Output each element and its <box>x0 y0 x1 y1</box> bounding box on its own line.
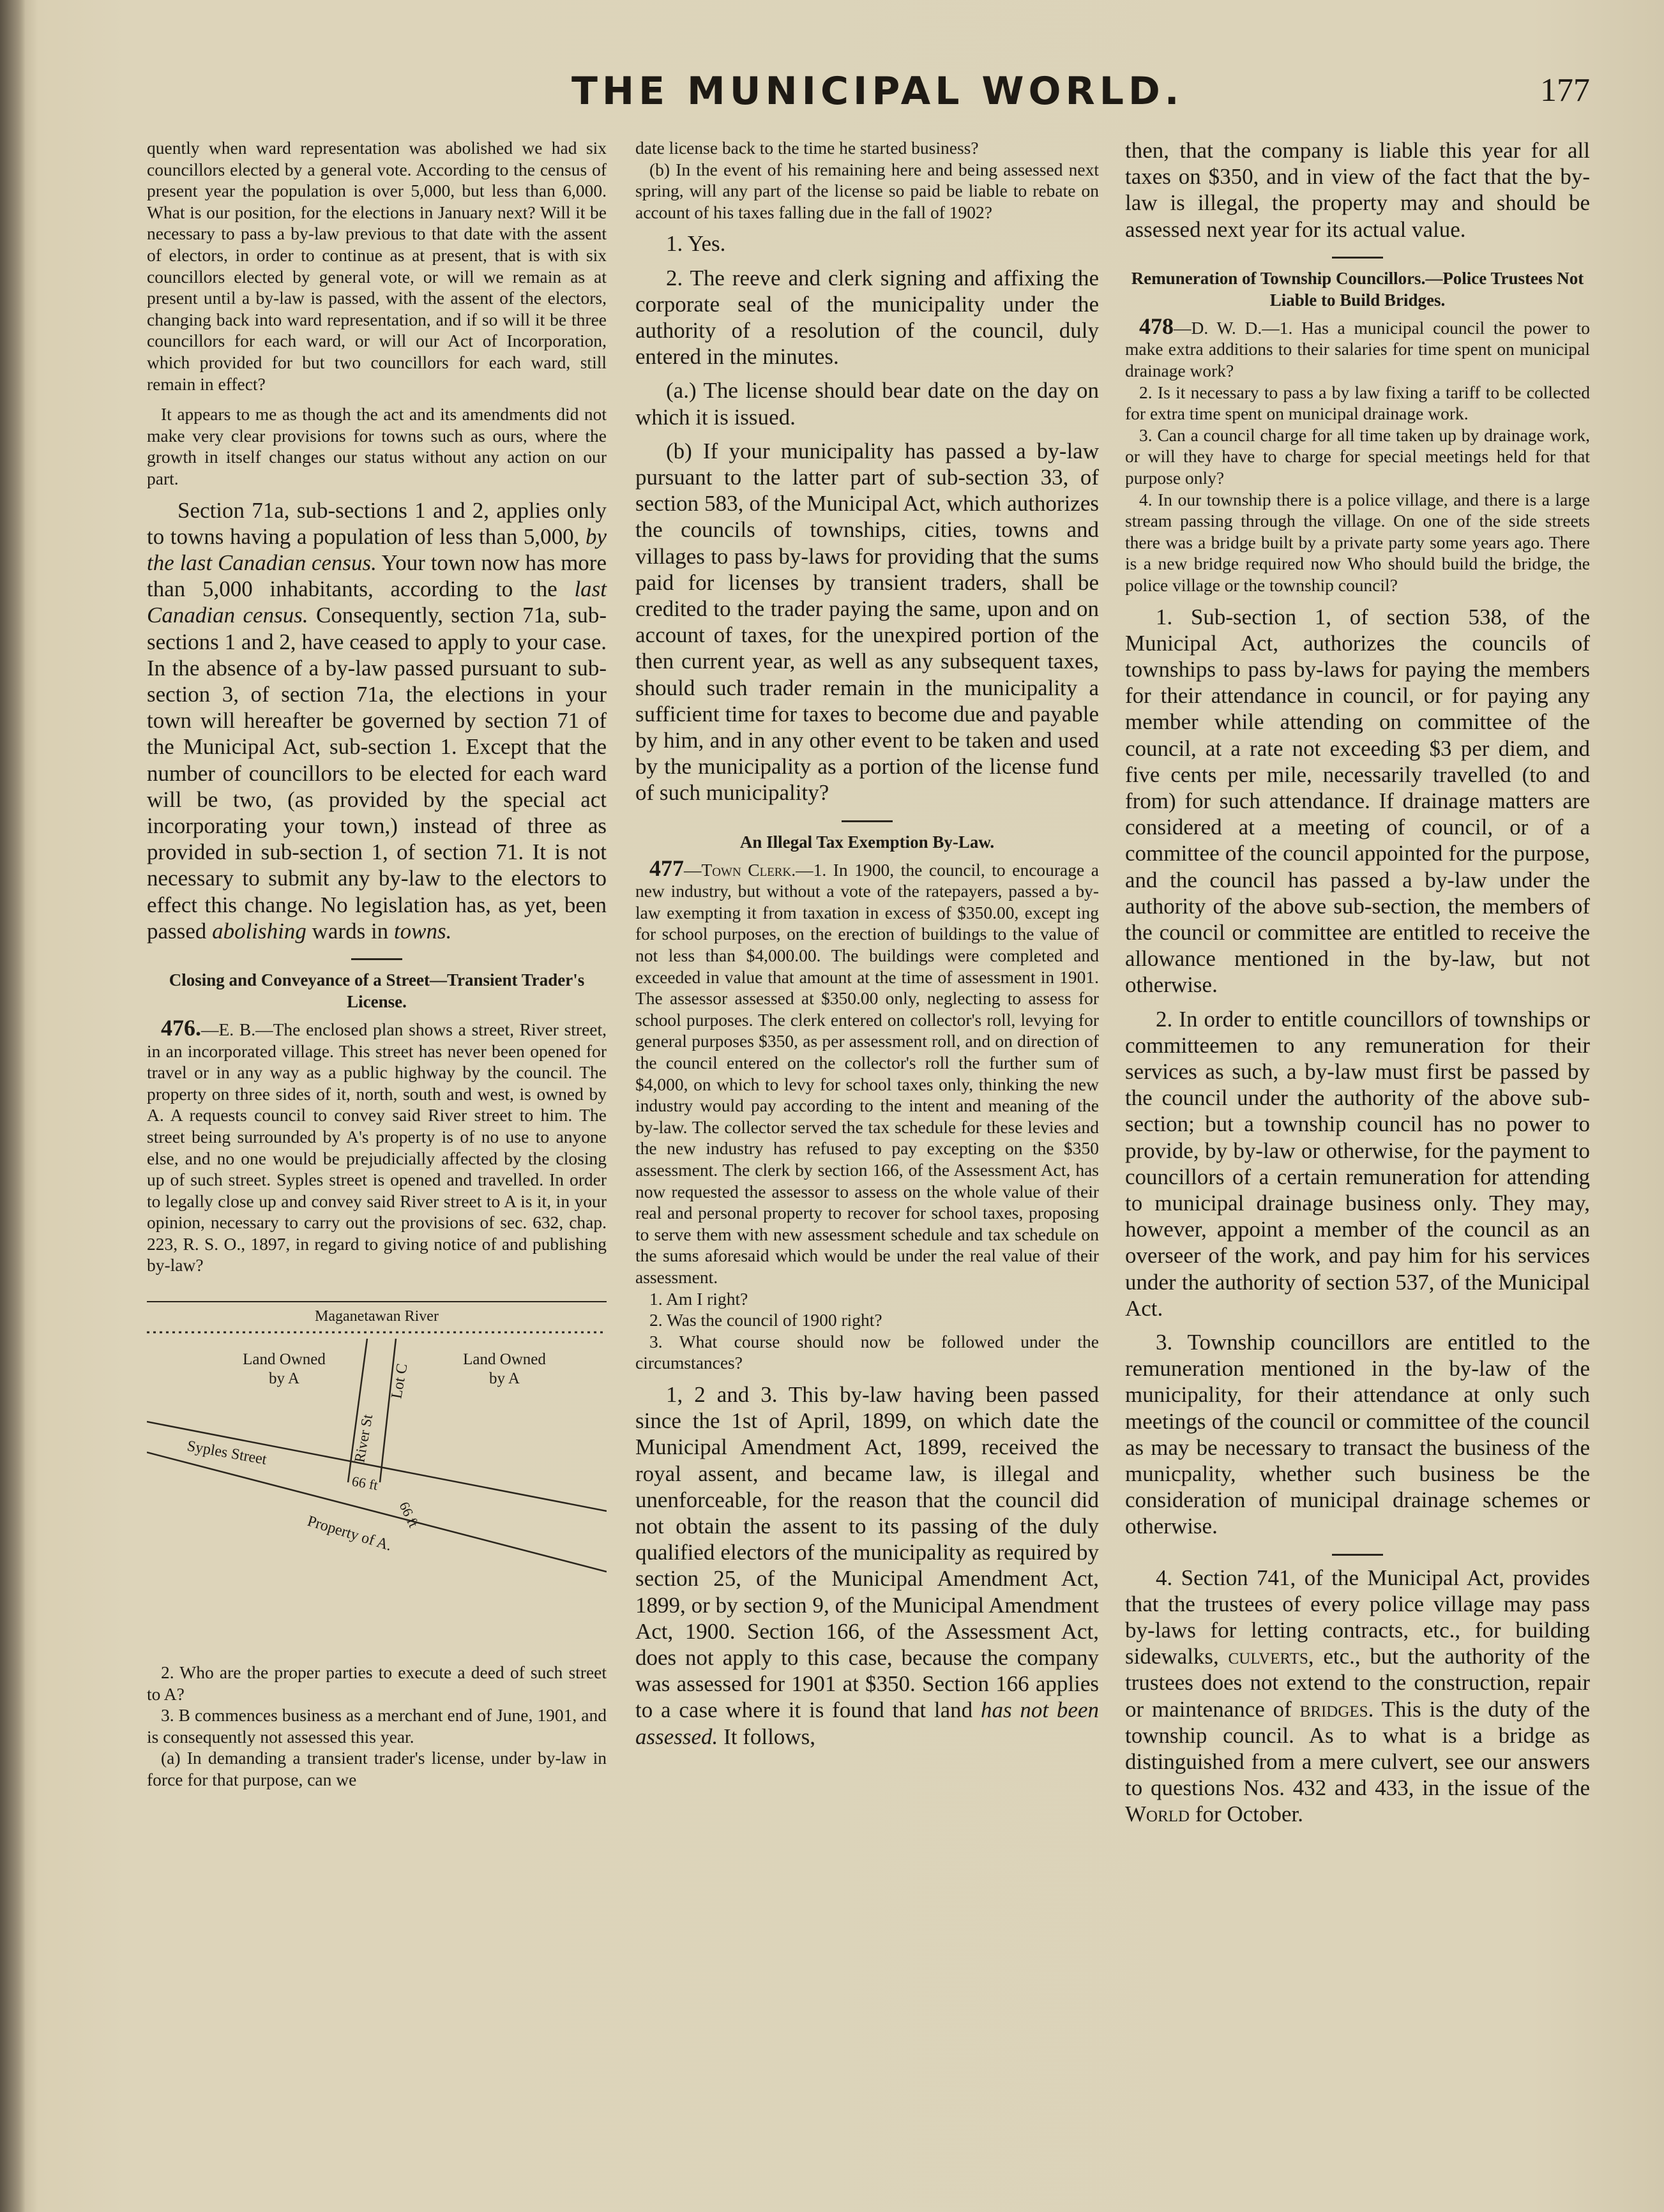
map-land-left-label-2: by A <box>269 1370 299 1388</box>
answer-478-4: 4. Section 741, of the Municipal Act, provides that the trustees of every police village may pass by-laws for letting contracts, etc., for building sidewalks, culverts, etc., but the authority of the trustees does not extend to the construction, repair or maintenance of bridges. This is the duty of the township council. As to what is a bridge as distinguished from a mere culvert, see our answers to questions Nos. 432 and 433, in the issue of the World for October. <box>1125 1565 1591 1827</box>
section-divider <box>842 820 893 822</box>
answer-478-2: 2. In order to entitle councillors of townships or committeemen to any remuneration for their services as such, a by-law must first be passed by the council under the authority of the above sub-section; but a township council has no power to provide, by by-law or otherwise, for the payment to councillors of a certain remuneration for attending to municipal drainage business only. They may, however, appoint a member of the council as an overseer of the work, and pay him for his services under the authority of section 537, of the Municipal Act. <box>1125 1006 1590 1321</box>
map-land-left-label: Land Owned <box>243 1351 326 1369</box>
answer-478-1: 1. Sub-section 1, of section 538, of the Municipal Act, authorizes the councils of townships to pass by-laws for paying the members for their attendance in council, or for paying any member while attending on committee of the council, at a rate not exceeding $3 per diem, and five cents per mile, necessarily travelled (to and from) for such attendance. If drainage matters are considered at a meeting of council, or of a committee of the council appointed for the purpose, and the council has passed a by-law under the authority of the above sub-section, the members of the council or committee are entitled to receive the allowance mentioned in the by-law, but not otherwise. <box>1125 604 1590 998</box>
answer-478-3: 3. Township councillors are entitled to the remuneration mentioned in the by-law of the municipality, for their attendance at only such meetings of the council or committee of the council as may be necessary to transact the business of the municpality, whether such business be the consideration of municipal drainage schemes or otherwise. <box>1125 1330 1590 1539</box>
question-paragraph: It appears to me as though the act and its amendments did not make very clear provisions for towns such as ours, where the growth in itself changes our status without any action on our part. <box>147 404 607 488</box>
column-2 <box>635 137 1099 1750</box>
section-divider <box>1332 1554 1383 1556</box>
question-477: 477—Town Clerk.—1. In 1900, the council, to encourage a new industry, but without a vote of the ratepayers, passed a by-law exempting it from taxation in excess of $350.00, except ing for school purposes, on the erection of buildings to the value of not less than $4,000.00. The buildings were completed and exceeded in value that amount at the time of assessment in 1901. The assessor assessed at $350.00 only, neglecting to assess for school purposes. The clerk entered on collector's roll, levying for general purposes $350, as per assessment roll, and on direction of the council entered on the collector's roll the further sum of $4,000, on which to levy for school taxes only, thinking the new industry would pay according to the intent and meaning of the by-law. The collector served the tax schedule for these levies and the new industry has refused to pay excepting on the $350 assessment. The clerk by section 166, of the Assessment Act, has now requested the assessor to assess on the whole value of their real and personal property to recover for school taxes, proposing to serve them with new assessment schedule and tax schedule on the sums aforesaid which would be under the real value of their assessment. <box>635 855 1099 1287</box>
map-river-label: Maganetawan River <box>315 1308 439 1325</box>
question-477-3: 3. What course should now be followed under the circumstances? <box>635 1331 1099 1373</box>
section-heading: Closing and Conveyance of a Street—Transient Trader's License. <box>169 970 585 1011</box>
street-plan-diagram <box>147 1288 607 1645</box>
question-476-3a: (a) In demanding a transient trader's license, under by-law in force for that purpose, can we <box>147 1748 607 1790</box>
question-478-4: 4. In our township there is a police village, and there is a large stream passing through the village. On one of the side streets there was a bridge built by a private party some years ago. There is a new bridge required now Who should build the bridge, the police village or the township council? <box>1125 489 1590 595</box>
question-478-3: 3. Can a council charge for all time taken up by drainage work, or will they have to charge for special meetings held for that purpose only? <box>1125 425 1590 488</box>
question-476-2: 2. Who are the proper parties to execute a deed of such street to A? <box>147 1662 607 1704</box>
question-478-2: 2. Is it necessary to pass a by law fixing a tariff to be collected for extra time spent on municipal drainage work. <box>1125 382 1590 424</box>
map-land-right-label: Land Owned <box>463 1351 546 1369</box>
map-lot-label: Lot C <box>388 1362 411 1401</box>
question-478: 478—D. W. D.—1. Has a municipal council the power to make extra additions to their salaries for time spent on municipal drainage work? <box>1125 313 1590 380</box>
section-heading: Remuneration of Township Councillors.—Police Trustees Not Liable to Build Bridges. <box>1131 268 1584 310</box>
map-land-right-label-2: by A <box>489 1370 520 1388</box>
map-property-label: Property of A. <box>305 1512 394 1554</box>
page-binding-shadow <box>0 0 26 2212</box>
answer-3a: (a.) The license should bear date on the day on which it is issued. <box>635 378 1099 430</box>
page-title: THE MUNICIPAL WORLD. <box>571 69 1184 114</box>
page-number: 177 <box>1540 72 1590 109</box>
map-width-label-2: 66 ft <box>396 1499 422 1530</box>
map-river-street-label: River St <box>351 1413 376 1464</box>
question-477-2: 2. Was the council of 1900 right? <box>649 1310 882 1330</box>
answer-477: 1, 2 and 3. This by-law having been passed since the 1st of April, 1899, on which date the Municipal Amendment Act, 1899, received the royal assent, and became law, is illegal and unenforceable, for the reason that the council did not obtain the assent to its passing of the duly qualified electors of the municipality as required by section 25, of the Municipal Amendment Act, 1899, or by section 9, of the Municipal Amendment Act, 1900. Section 166, of the Assessment Act, does not apply to this case, because the company was assessed for 1901 at $350. Section 166 applies to a case where it is found that land has not been assessed. It follows, <box>635 1381 1099 1749</box>
question-continuation: date license back to the time he started business? <box>635 138 979 158</box>
question-477-1: 1. Am I right? <box>649 1288 748 1309</box>
answer-continuation: then, that the company is liable this year for all taxes on $350, and in view of the fact that the by-law is illegal, the property may and should be assessed next year for its actual value. <box>1125 138 1590 242</box>
section-divider <box>1332 257 1383 259</box>
answer-2: 2. The reeve and clerk signing and affixing the corporate seal of the municipality under the authority of a resolution of the council, duly entered in the minutes. <box>635 265 1099 370</box>
map-syples-street-label: Syples Street <box>185 1438 268 1468</box>
answer-paragraph: Section 71a, sub-sections 1 and 2, applies only to towns having a population of less than 5,000, by the last Canadian census. Your town now has more than 5,000 inhabitants, according to the last Canadian census. Consequently, section 71a, sub-sections 1 and 2, have ceased to apply to your case. In the absence of a by-law passed pursuant to sub-section 3, of section 71a, the elections in your town will hereafter be governed by section 71 of the Municipal Act, sub-section 1. Except that the number of councillors to be elected for each ward will be two, (as provided by the special act incorporating your town,) instead of three as provided in sub-section 1, of section 71. It is not necessary to submit any by-law to the electors to effect this change. No legislation has, as yet, been passed abolishing wards in towns. <box>147 497 607 944</box>
answer-3b: (b) If your municipality has passed a by-law pursuant to the latter part of sub-section 33, of section 583, of the Municipal Act, which authorizes the councils of townships, cities, towns and villages to pass by-laws for providing that the sums paid for licenses by transient traders, shall be credited to the trader paying the same, upon and on account of taxes, for the unexpired portion of the then current year, as well as any subsequent taxes, should such trader remain in the municipality a sufficient time for taxes to become due and payable by him, and in any other event to be taken and used by the municipality as a portion of the license fund of such municipality? <box>635 438 1099 806</box>
question-476-3b: (b) In the event of his remaining here and being assessed next spring, will any part of the license so paid be liable to rebate on account of his taxes falling due in the fall of 1902? <box>635 159 1099 222</box>
column-1 <box>147 137 607 1791</box>
section-heading: An Illegal Tax Exemption By-Law. <box>739 832 995 852</box>
column-3 <box>1125 137 1590 1828</box>
question-continuation: quently when ward representation was abolished we had six councillors elected by a general vote. According to the census of present year the population is over 5,000, but less than 6,000. What is our position, for the elections in January next? Will it be necessary to pass a by-law previous to that date with the assent of electors, in order to continue as at present, that is with six councillors elected by general vote, or will we remain as at present until a by-law is passed, with the assent of the electors, changing back into ward representation, and if so will it be three councillors for each ward, or will our Act of Incorporation, which provided for but two councillors for each ward, still remain in effect? <box>147 138 607 394</box>
section-divider <box>351 958 402 960</box>
answer-1: 1. Yes. <box>666 231 726 257</box>
page-header <box>0 69 1664 126</box>
question-476: 476.—E. B.—The enclosed plan shows a street, River street, in an incorporated village. This street has never been opened for travel or in any way as a public highway by the council. The property on three sides of it, north, south and west, is owned by A. A requests council to convey said River street to him. The street being surrounded by A's property is of no use to anyone else, and no one would be prejudicially affected by the closing up of such street. Syples street is opened and travelled. In order to legally close up and convey said River street to A is it, in your opinion, necessary to carry out the provisions of sec. 632, chap. 223, R. S. O., 1897, in regard to giving notice of and publishing by-law? <box>147 1014 607 1275</box>
question-476-3: 3. B commences business as a merchant end of June, 1901, and is consequently not assessed this year. <box>147 1705 607 1747</box>
map-width-label: 66 ft <box>351 1473 379 1494</box>
